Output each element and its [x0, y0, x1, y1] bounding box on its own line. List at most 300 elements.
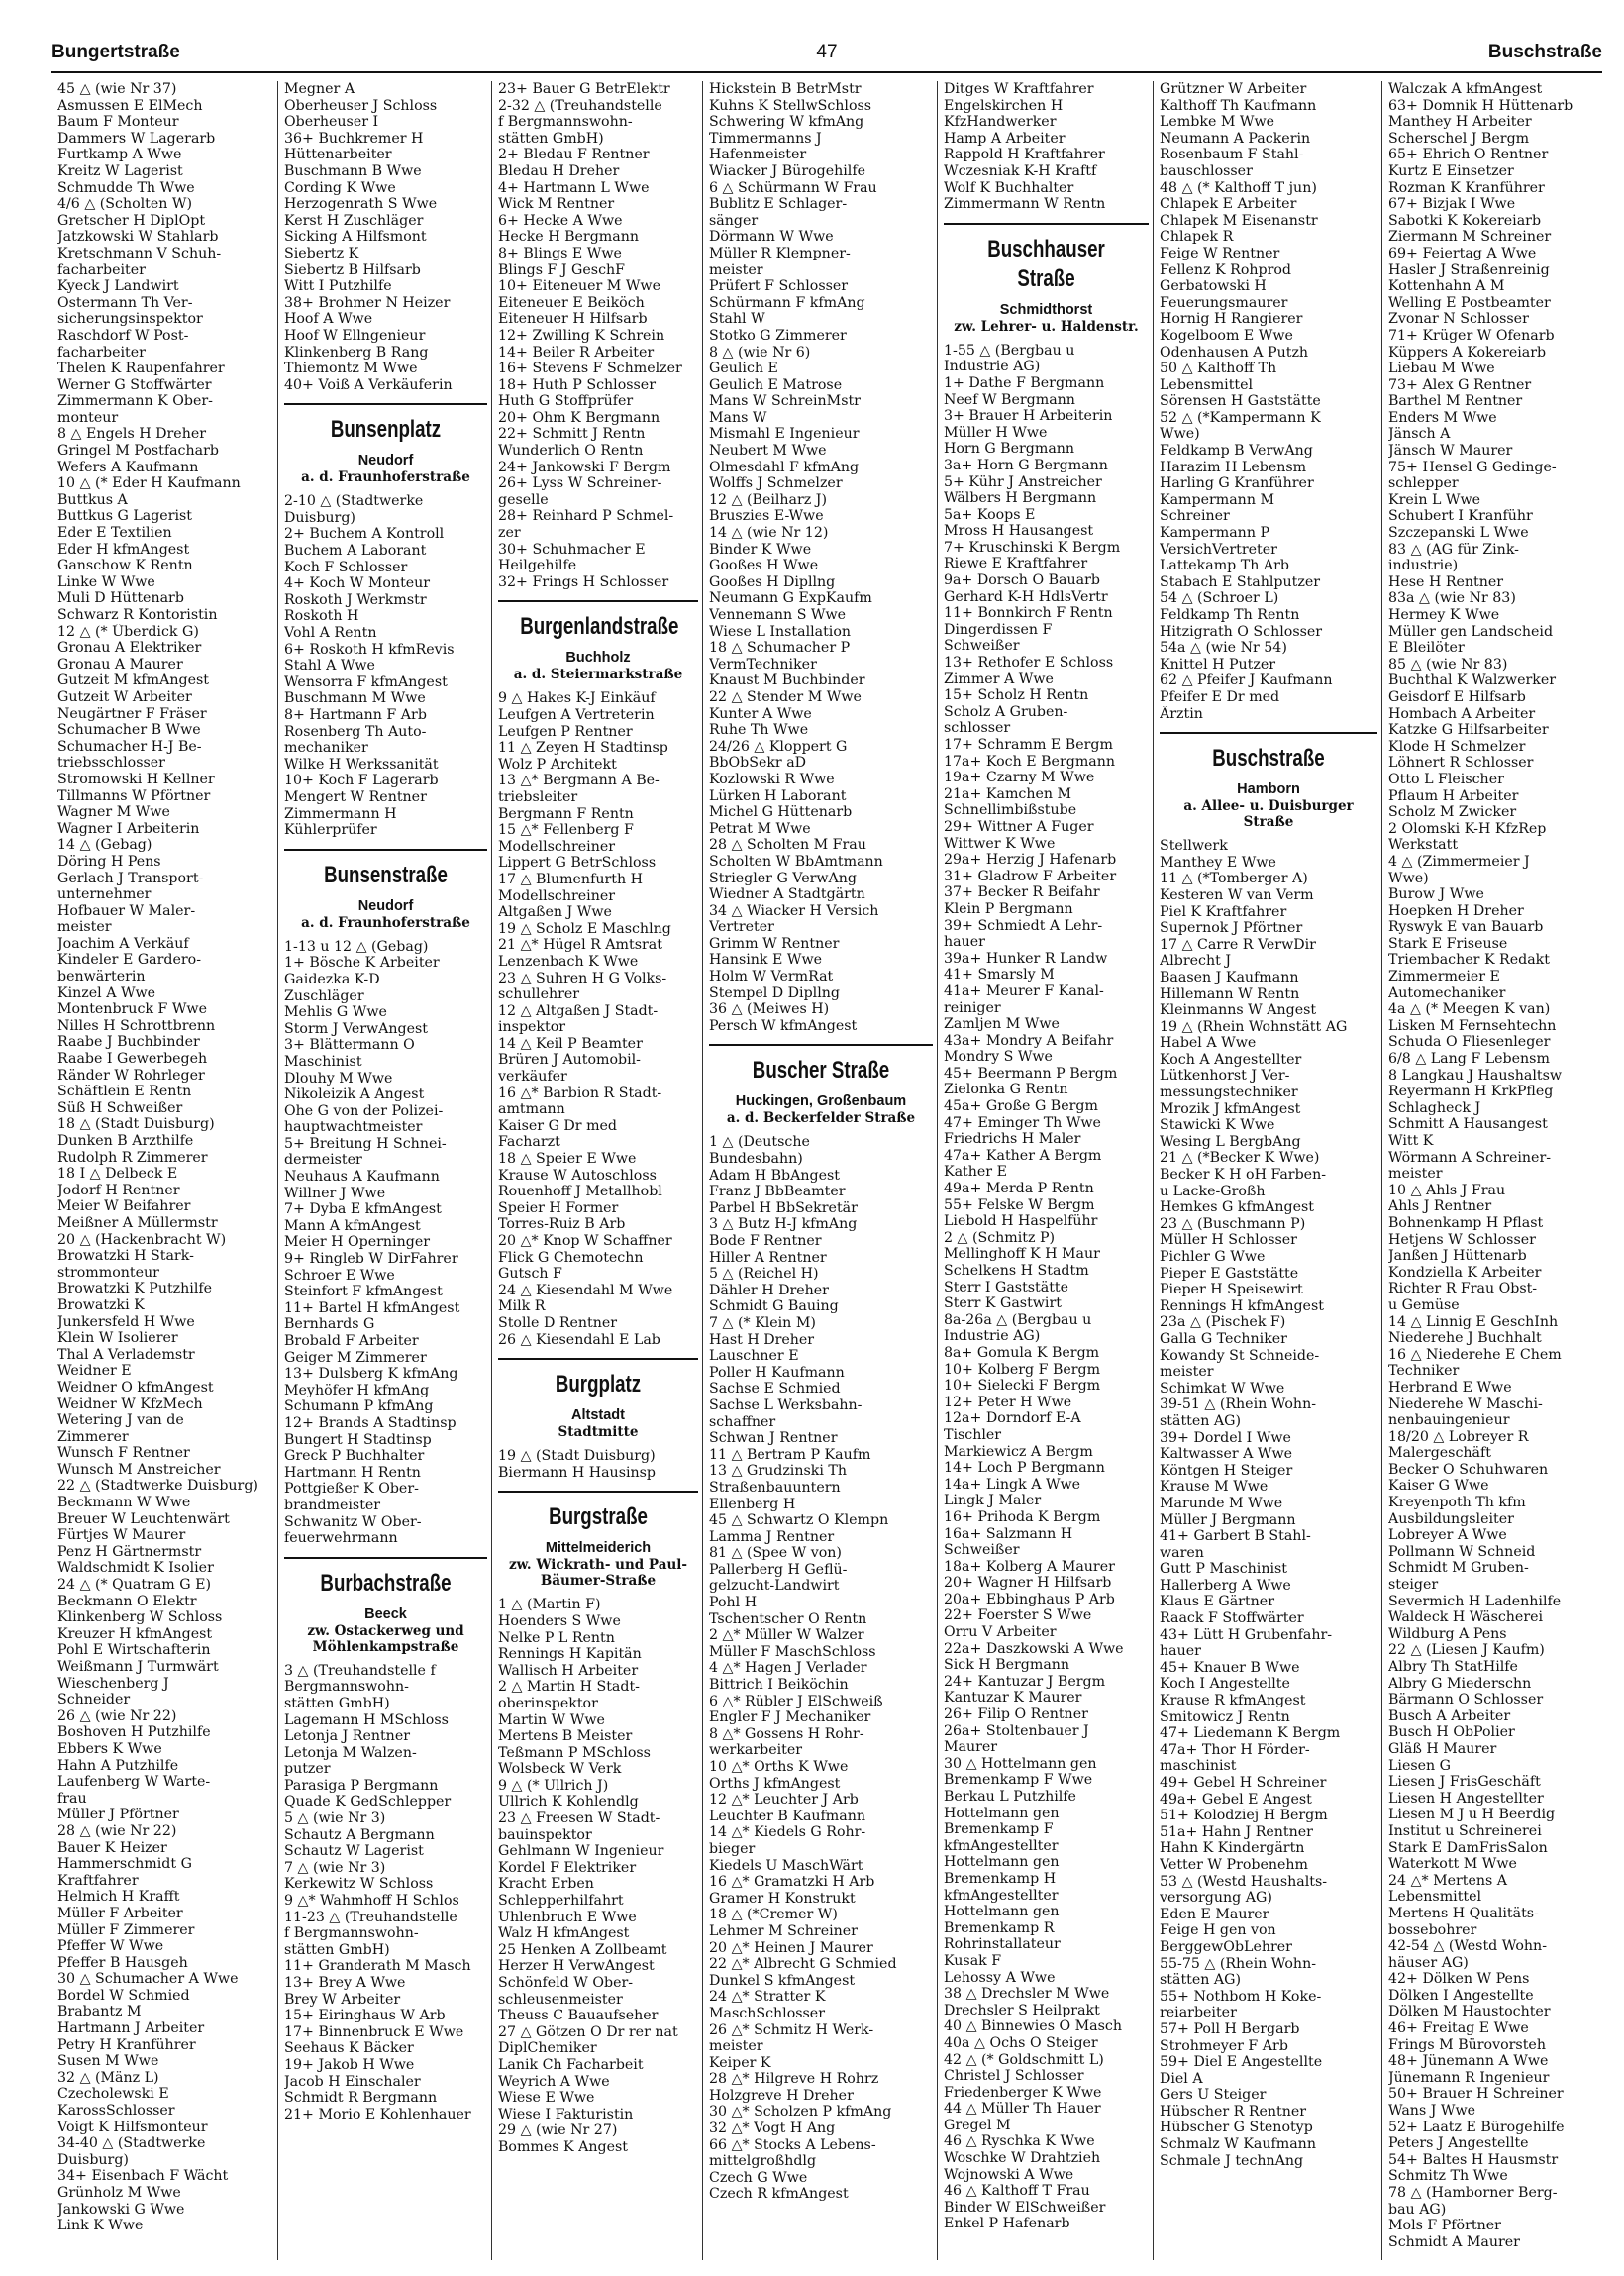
entry-line: reiniger — [944, 999, 1001, 1016]
entry-line: Laufenberg W Warte- — [57, 1774, 211, 1791]
entry-line: 54a △ (wie Nr 54) — [1160, 640, 1287, 657]
entry-line: Schwarz R Kontoristin — [57, 607, 218, 623]
entry-line: Enders M Wwe — [1388, 409, 1497, 426]
entry-line: Brey W Arbeiter — [284, 1991, 401, 2008]
entry-line: Gutsch F — [498, 1266, 562, 1283]
entry-line: 62 △ Pfeifer J Kaufmann — [1160, 672, 1333, 689]
entry-line: Lisken M Fernsehtechn — [1388, 1017, 1557, 1034]
street-location-note: zw. Lehrer- u. Haldenstr. — [954, 318, 1139, 335]
column-5 — [937, 81, 1153, 2260]
entry-line: Dunken B Arzthilfe — [57, 1133, 194, 1149]
entry-line: Pohl E Wirtschafterin — [57, 1642, 211, 1659]
entry-line: Biermann H Hausinsp — [498, 1464, 657, 1481]
entry-line: 59+ Diel E Angestellte — [1160, 2054, 1323, 2071]
entry-line: 63+ Domnik H Hüttenarb — [1388, 97, 1573, 114]
district-name: Hamborn — [1237, 781, 1300, 798]
entry-line: Severmich H Ladenhilfe — [1388, 1593, 1562, 1609]
entry-line: 3 △ Butz H-J kfmAng — [709, 1216, 858, 1233]
entry-line: Wick M Rentner — [498, 196, 615, 213]
entry-line: bauschlosser — [1160, 162, 1253, 179]
entry-line: Zimmermeier E — [1388, 969, 1500, 985]
entry-line: Neef W Bergmann — [944, 391, 1075, 408]
entry-line: 22+ Schmitt J Rentn — [498, 426, 646, 443]
entry-line: 18/20 △ Lobreyer R — [1388, 1428, 1529, 1445]
entry-line: Sabotki K Kokereiarb — [1388, 212, 1542, 229]
entry-line: Breuer W Leuchtenwärt — [57, 1510, 230, 1527]
entry-line: Marunde M Wwe — [1160, 1495, 1283, 1511]
entry-line: Lehossy A Wwe — [944, 1969, 1056, 1986]
entry-line: 78 △ (Hamborner Berg- — [1388, 2185, 1558, 2201]
entry-line: Hermey K Wwe — [1388, 607, 1500, 623]
entry-line: unternehmer — [57, 886, 152, 903]
entry-line: Buchem A Laborant — [284, 543, 427, 560]
entry-line: Pottgießer K Ober- — [284, 1481, 419, 1498]
entry-line: Willner J Wwe — [284, 1185, 386, 1201]
entry-line: 32+ Frings H Schlosser — [498, 573, 669, 590]
entry-line: Wiese L Installation — [709, 623, 852, 640]
entry-line: f Bergmannswohn- — [498, 114, 633, 131]
entry-line: Sterr I Gaststätte — [944, 1279, 1069, 1295]
entry-line: Diel A — [1160, 2070, 1203, 2087]
entry-line: triebsschlosser — [57, 755, 165, 772]
entry-line: Bauer K Heizer — [57, 1839, 167, 1856]
entry-line: Müller H Wwe — [944, 424, 1048, 441]
entry-line: 2 △ (Schmitz P) — [944, 1229, 1056, 1246]
entry-line: Walz H kfmAngest — [498, 1925, 630, 1942]
entry-line: Nelke P L Rentn — [498, 1629, 615, 1646]
entry-line: Löhnert R Schlosser — [1388, 755, 1534, 772]
entry-line: 10+ Kolberg F Bergm — [944, 1361, 1101, 1378]
entry-line: 14+ Loch P Bergmann — [944, 1460, 1105, 1477]
entry-line: Frings M Bürovorsteh — [1388, 2036, 1546, 2053]
entry-line: Leuchter B Kaufmann — [709, 1808, 865, 1824]
entry-line: Wälbers H Bergmann — [944, 490, 1097, 507]
entry-line: Kaiser G Dr med — [498, 1117, 618, 1134]
street-divider — [944, 223, 1149, 225]
entry-line: Peters J Angestellte — [1388, 2135, 1529, 2152]
entry-line: 3 △ (Treuhandstelle f — [284, 1662, 436, 1679]
entry-line: Kraftfahrer — [57, 1872, 139, 1889]
entry-line: 49+ Gebel H Schreiner — [1160, 1775, 1327, 1791]
entry-line: Baum F Monteur — [57, 114, 179, 131]
entry-line: facharbeiter — [57, 261, 146, 278]
entry-line: Liebold H Haspelführ — [944, 1213, 1098, 1230]
entry-line: Tillmanns W Pförtner — [57, 787, 211, 804]
entry-line: 6 △ Schürmann W Frau — [709, 179, 877, 196]
entry-line: 2-32 △ (Treuhandstelle — [498, 97, 662, 114]
entry-line: 8a-26a △ (Bergbau u — [944, 1311, 1092, 1328]
entry-line: stätten GmbH) — [284, 1695, 390, 1711]
entry-line: Mertens H Qualitäts- — [1388, 1905, 1539, 1921]
entry-line: Kiedels U MaschWärt — [709, 1857, 863, 1874]
entry-line: 54 △ (Schroer L) — [1160, 590, 1279, 607]
entry-line: Hast H Dreher — [709, 1331, 815, 1348]
entry-line: 2 Olomski K-H KfzRep — [1388, 820, 1547, 837]
entry-line: Hamp A Arbeiter — [944, 130, 1066, 147]
entry-line: Ditges W Kraftfahrer — [944, 81, 1094, 97]
entry-line: Knaust M Buchbinder — [709, 672, 865, 689]
entry-line: 37+ Becker R Beifahr — [944, 884, 1100, 901]
street-heading: Burbachstraße — [320, 1569, 452, 1597]
entry-line: Feldkamp Th Rentn — [1160, 607, 1300, 623]
entry-line: Kalthoff Th Kaufmann — [1160, 97, 1317, 114]
entry-line: 12 △ (* Überdick G) — [57, 623, 199, 640]
entry-line: 36+ Buchkremer H — [284, 130, 424, 147]
entry-line: 23 △ Freesen W Stadt- — [498, 1810, 660, 1827]
entry-line: Hottelmann gen — [944, 1904, 1060, 1920]
entry-line: industrie) — [1388, 558, 1459, 574]
entry-line: 16 △* Barbion R Stadt- — [498, 1085, 662, 1101]
entry-line: Lippert G BetrSchloss — [498, 855, 657, 872]
entry-line: Wieschenberg J — [57, 1675, 169, 1692]
entry-line: 29+ Wittner A Fuger — [944, 818, 1094, 835]
entry-line: messungstechniker — [1160, 1085, 1298, 1101]
entry-line: 30+ Schuhmacher E — [498, 541, 646, 558]
entry-line: Liesen G — [1388, 1757, 1452, 1774]
entry-line: Link K Wwe — [57, 2218, 144, 2234]
page-header — [51, 42, 1602, 73]
entry-line: Wefers A Kaufmann — [57, 459, 199, 475]
entry-line: Schmalz W Kaufmann — [1160, 2136, 1316, 2153]
entry-line: 6 △* Rübler J ElSchweiß — [709, 1693, 883, 1709]
entry-line: Rozman K Kranführer — [1388, 179, 1545, 196]
entry-line: Siebertz B Hilfsarb — [284, 261, 421, 278]
entry-line: meister — [57, 919, 112, 936]
entry-line: Czech R kfmAngest — [709, 2186, 849, 2203]
entry-line: Kurtz E Einsetzer — [1388, 162, 1514, 179]
entry-line: Buttkus A — [57, 491, 128, 508]
entry-line: Kusak F — [944, 1952, 1002, 1969]
entry-line: 44 △ Müller Th Hauer — [944, 2101, 1101, 2118]
entry-line: 24 △ Kiesendahl M Wwe — [498, 1282, 673, 1298]
entry-line: 26a+ Stoltenbauer J — [944, 1722, 1089, 1739]
entry-line: 47+ Eminger Th Wwe — [944, 1114, 1101, 1131]
entry-line: Becker O Schuhwaren — [1388, 1461, 1549, 1478]
entry-line: Czecholewski E — [57, 2086, 169, 2103]
entry-line: Milk R — [498, 1298, 546, 1315]
entry-line: Straßenbauuntern — [709, 1479, 841, 1496]
entry-line: Schautz W Lagerist — [284, 1843, 424, 1860]
entry-line: monteur — [57, 409, 119, 426]
entry-line: Albrecht J — [1160, 953, 1232, 970]
entry-line: u Lacke-Großh — [1160, 1183, 1266, 1199]
entry-line: Jatzkowski W Stahlarb — [57, 229, 219, 246]
entry-line: 10 △ Ahls J Frau — [1388, 1182, 1506, 1198]
entry-line: schullehrer — [498, 986, 580, 1003]
entry-line: Schlepperhilfahrt — [498, 1893, 624, 1910]
entry-line: Supernok J Pförtner — [1160, 920, 1303, 937]
entry-line: 40 △ Binnewies O Masch — [944, 2018, 1122, 2035]
entry-line: Hickstein B BetrMstr — [709, 81, 862, 97]
entry-line: Otto L Fleischer — [1388, 771, 1504, 787]
entry-line: Gehlmann W Ingenieur — [498, 1843, 664, 1860]
entry-line: Petrat M Wwe — [709, 820, 811, 837]
entry-line: Wiacker J Bürogehilfe — [709, 162, 865, 179]
entry-line: Industrie AG) — [944, 1328, 1041, 1345]
entry-line: Barthel M Rentner — [1388, 393, 1523, 410]
entry-line: Neumann A Packerin — [1160, 130, 1311, 147]
entry-line: 2+ Buchem A Kontroll — [284, 526, 445, 543]
entry-line: Joachim A Verkäuf — [57, 935, 189, 952]
entry-line: mittelgroßhdlg — [709, 2153, 817, 2170]
entry-line: Hoenders S Wwe — [498, 1612, 621, 1629]
entry-line: Altgaßen J Wwe — [498, 904, 612, 921]
entry-line: Mans W SchreinMstr — [709, 393, 861, 410]
entry-line: Hottelmann gen — [944, 1854, 1060, 1871]
entry-line: Scholz A Gruben- — [944, 703, 1068, 720]
entry-line: Stotko G Zimmerer — [709, 327, 847, 344]
entry-line: Ahls J Rentner — [1388, 1198, 1492, 1215]
entry-line: 10 △ (* Eder H Kaufmann — [57, 475, 241, 492]
entry-line: 5+ Breitung H Schnei- — [284, 1135, 447, 1152]
district-name: Neudorf — [357, 453, 414, 469]
entry-line: Kreuzer H kfmAngest — [57, 1625, 213, 1642]
entry-line: Kühlerprüfer — [284, 822, 377, 839]
entry-line: Geulich E Matrose — [709, 376, 843, 393]
entry-line: 18 I △ Delbeck E — [57, 1166, 178, 1183]
entry-line: Schnellimbißstube — [944, 802, 1077, 819]
street-location-note: a. Allee- u. Duisburger Straße — [1183, 798, 1354, 831]
entry-line: Herbrand E Wwe — [1388, 1379, 1512, 1396]
entry-line: Stolle D Rentner — [498, 1314, 618, 1331]
entry-line: bieger — [709, 1840, 756, 1857]
entry-line: Brabantz M — [57, 2004, 142, 2020]
entry-line: 14 △ (Gebag) — [57, 837, 152, 854]
entry-line: Harling G Kranführer — [1160, 475, 1314, 492]
entry-line: Berkau L Putzhilfe — [944, 1789, 1076, 1805]
entry-line: 34 △ Wiacker H Versich — [709, 902, 879, 919]
entry-line: Kozlowski R Wwe — [709, 771, 835, 787]
entry-line: 36 △ (Meiwes H) — [709, 1001, 830, 1018]
entry-line: Werkstatt — [1388, 837, 1459, 854]
entry-line: Schmale J technAng — [1160, 2152, 1304, 2169]
entry-line: Pohl H — [709, 1595, 758, 1611]
entry-line: hauer — [944, 934, 985, 951]
entry-line: Habel A Wwe — [1160, 1035, 1257, 1052]
entry-line: Beckmann O Elektr — [57, 1593, 197, 1609]
entry-line: Ärztin — [1160, 705, 1203, 722]
entry-line: 26+ Lyss W Schreiner- — [498, 475, 662, 492]
entry-line: Hoepken H Dreher — [1388, 902, 1524, 919]
entry-line: 26 △* Schmitz H Werk- — [709, 2021, 874, 2038]
entry-line: 21a+ Kamchen M — [944, 785, 1072, 802]
entry-line: 45+ Beermann P Bergm — [944, 1065, 1118, 1082]
entry-line: Dörmann W Wwe — [709, 229, 834, 246]
street-heading: Burgenlandstraße — [520, 613, 679, 641]
entry-line: BbObSekr aD — [709, 755, 807, 772]
entry-line: Werner G Stoffwärter — [57, 376, 212, 393]
entry-line: Kerst H Zuschläger — [284, 212, 424, 229]
entry-line: Schwering W kfmAng — [709, 114, 864, 131]
entry-line: Wensorra F kfmAngest — [284, 673, 448, 690]
entry-line: Kogelboom E Wwe — [1160, 327, 1293, 344]
entry-line: Feige H gen von — [1160, 1922, 1276, 1939]
entry-line: Reyermann H KrkPfleg — [1388, 1084, 1554, 1100]
entry-line: 7 △ (* Klein M) — [709, 1314, 816, 1331]
entry-line: 20 △* Heinen J Maurer — [709, 1939, 873, 1956]
entry-line: Klaus E Gärtner — [1160, 1594, 1274, 1610]
entry-line: 16 △ Niederehe E Chem — [1388, 1346, 1562, 1363]
entry-line: Hahn K Kindergärtn — [1160, 1840, 1305, 1857]
entry-line: Stark E Friseuse — [1388, 935, 1508, 952]
entry-line: Vetter W Probenehm — [1160, 1856, 1308, 1873]
entry-line: Olmesdahl F kfmAng — [709, 459, 860, 475]
entry-line: Industrie AG) — [944, 359, 1041, 375]
entry-line: 8+ Hartmann F Arb — [284, 707, 427, 723]
entry-line: Schmitz Th Wwe — [1388, 2168, 1508, 2185]
entry-line: 11 △ (*Tomberger A) — [1160, 871, 1308, 887]
entry-line: Lehmer M Schreiner — [709, 1922, 858, 1939]
entry-line: Dunkel S kfmAngest — [709, 1972, 856, 1989]
street-divider — [709, 1044, 933, 1046]
entry-line: Hemkes G kfmAngest — [1160, 1199, 1314, 1216]
entry-line: Grützner W Arbeiter — [1160, 81, 1307, 97]
entry-line: 39-51 △ (Rhein Wohn- — [1160, 1397, 1316, 1413]
entry-line: Speier H Former — [498, 1199, 619, 1216]
entry-line: Wörmann A Schreiner- — [1388, 1149, 1552, 1166]
street-heading: Burgstraße — [549, 1503, 648, 1531]
entry-line: stätten GmbH) — [284, 1941, 390, 1958]
entry-line: 6+ Hecke A Wwe — [498, 212, 623, 229]
entry-line: Bergmannswohn- — [284, 1679, 409, 1696]
entry-line: Orru V Arbeiter — [944, 1624, 1057, 1641]
entry-line: kfmAngestellter — [944, 1887, 1059, 1904]
entry-line: 7+ Dyba E kfmAngest — [284, 1201, 442, 1218]
entry-line: meister — [1160, 1364, 1214, 1381]
entry-line: 13+ Brey A Wwe — [284, 1975, 406, 1991]
entry-line: 42-54 △ (Westd Wohn- — [1388, 1938, 1547, 1955]
entry-line: Pfeifer E Dr med — [1160, 688, 1280, 705]
entry-line: Hüttenarbeiter — [284, 147, 392, 163]
entry-line: verkäufer — [498, 1069, 567, 1086]
entry-line: Lebensmittel — [1388, 1889, 1482, 1906]
entry-line: stätten AG) — [1160, 1972, 1242, 1989]
entry-line: 48 △ (* Kalthoff T jun) — [1160, 179, 1317, 196]
entry-line: Grünholz M Wwe — [57, 2185, 181, 2201]
street-heading: Buscher Straße — [752, 1057, 890, 1085]
entry-line: 17 △ Blumenfurth H — [498, 871, 643, 887]
entry-line: 34+ Eisenbach F Wächt — [57, 2168, 229, 2185]
entry-line: Becker K H oH Farben- — [1160, 1167, 1326, 1184]
entry-line: 38 △ Drechsler M Wwe — [944, 1986, 1110, 2003]
entry-line: Meyhöfer H kfmAng — [284, 1382, 430, 1398]
district-name: Buchholz — [565, 650, 631, 667]
entry-line: Lürken H Laborant — [709, 787, 847, 804]
entry-line: Hiller A Rentner — [709, 1249, 827, 1266]
entry-line: Sick H Bergmann — [944, 1657, 1070, 1674]
entry-line: Neubert M Wwe — [709, 443, 827, 460]
entry-line: 5a+ Koops E — [944, 506, 1036, 523]
entry-line: Fürtjes W Maurer — [57, 1527, 186, 1544]
street-divider — [284, 849, 487, 851]
entry-line: 16 △* Gramatzki H Arb — [709, 1874, 875, 1891]
entry-line: Döring H Pens — [57, 853, 161, 870]
entry-line: Gers U Steiger — [1160, 2087, 1267, 2104]
entry-line: Leufgen A Vertreterin — [498, 707, 655, 723]
entry-line: 45 △ Schwartz O Klempn — [709, 1512, 889, 1529]
entry-line: nenbauingenieur — [1388, 1412, 1510, 1429]
street-location-note: a. d. Beckerfelder Straße — [726, 1110, 916, 1127]
entry-line: 15+ Scholz H Rentn — [944, 687, 1089, 704]
entry-line: 51+ Kolodziej H Bergm — [1160, 1808, 1328, 1824]
entry-line: Hoof W Ellngenieur — [284, 327, 426, 344]
entry-line: gelzucht-Landwirt — [709, 1578, 840, 1595]
entry-line: 10+ Koch F Lagerarb — [284, 773, 439, 789]
entry-line: Stempel D Dipllng — [709, 984, 840, 1001]
header-right-street: Buschstraße — [1487, 42, 1602, 62]
entry-line: Mrozik J kfmAngest — [1160, 1100, 1301, 1117]
entry-line: Stellwerk — [1160, 838, 1228, 855]
entry-line: Stahl A Wwe — [284, 658, 375, 674]
entry-line: Woschke W Drahtzieh — [944, 2150, 1101, 2167]
entry-line: 13 △* Bergmann A Be- — [498, 773, 660, 789]
entry-line: hauer — [1160, 1643, 1201, 1660]
entry-line: Strohmeyer F Arb — [1160, 2037, 1288, 2054]
entry-line: Bommes K Angest — [498, 2138, 629, 2155]
entry-line: KfzHandwerker — [944, 114, 1057, 131]
entry-line: Markiewicz A Bergm — [944, 1443, 1093, 1460]
entry-line: 5 △ (Reichel H) — [709, 1266, 819, 1283]
entry-line: Gregel M — [944, 2117, 1011, 2133]
entry-line: 18 △ Schumacher P — [709, 640, 851, 657]
entry-line: 54+ Baltes H Hausmstr — [1388, 2151, 1559, 2168]
entry-line: Gretscher H DiplOpt — [57, 212, 206, 229]
entry-line: 11 △ Bertram P Kaufm — [709, 1446, 871, 1463]
entry-line: Vennemann S Wwe — [709, 607, 847, 623]
entry-line: Hartmann J Arbeiter — [57, 2020, 205, 2037]
entry-line: Poller H Kaufmann — [709, 1364, 845, 1381]
entry-line: brandmeister — [284, 1497, 381, 1513]
entry-line: Lattekamp Th Arb — [1160, 558, 1289, 574]
entry-line: 24+ Kantuzar J Bergm — [944, 1673, 1106, 1690]
entry-line: 4+ Hartmann L Wwe — [498, 179, 650, 196]
entry-line: 31+ Gladrow F Arbeiter — [944, 868, 1117, 884]
entry-line: 43a+ Mondry A Beifahr — [944, 1032, 1114, 1049]
entry-line: Pflaum H Arbeiter — [1388, 787, 1519, 804]
entry-line: 22a+ Daszkowski A Wwe — [944, 1640, 1124, 1657]
entry-line: 81 △ (Spee W von) — [709, 1545, 842, 1562]
entry-line: Rohrinstallateur — [944, 1936, 1061, 1953]
entry-line: Duisburg) — [57, 2151, 129, 2168]
entry-line: Theuss C Bauaufseher — [498, 2008, 659, 2024]
entry-line: Cording K Wwe — [284, 179, 396, 196]
entry-line: Schmidt R Bergmann — [284, 2090, 438, 2107]
entry-line: Kindeler E Gardero- — [57, 952, 202, 969]
entry-line: 19 △ (Stadt Duisburg) — [498, 1448, 656, 1465]
street-location-note: a. d. Fraunhoferstraße — [301, 914, 470, 931]
entry-line: 21+ Morio E Kohlenhauer — [284, 2106, 471, 2122]
entry-line: Gooßes H Wwe — [709, 558, 819, 574]
entry-line: Herzogenrath S Wwe — [284, 196, 438, 213]
entry-line: Krause M Wwe — [1160, 1479, 1269, 1496]
entry-line: Wiedner A Stadtgärtn — [709, 886, 865, 903]
entry-line: Wallisch H Arbeiter — [498, 1662, 639, 1679]
entry-line: Hallerberg A Wwe — [1160, 1577, 1291, 1594]
entry-line: Eder E Textilien — [57, 525, 172, 542]
entry-line: 3+ Blättermann O — [284, 1037, 415, 1054]
entry-line: benwärterin — [57, 969, 146, 985]
entry-line: Facharzt — [498, 1134, 560, 1151]
entry-line: Adam H BbAngest — [709, 1167, 840, 1184]
entry-line: 14 △ (wie Nr 12) — [709, 525, 829, 542]
entry-line: 14 △* Kiedels G Rohr- — [709, 1824, 866, 1841]
entry-line: 9 △* Wahmhoff H Schlos — [284, 1893, 459, 1910]
entry-line: Kerkewitz W Schloss — [284, 1876, 434, 1893]
entry-line: Meier W Beifahrer — [57, 1198, 191, 1215]
entry-line: Drechsler S Heilprakt — [944, 2002, 1100, 2018]
entry-line: 30 △* Scholzen P kfmAng — [709, 2104, 892, 2121]
entry-line: Pallerberg H Geflü- — [709, 1561, 848, 1578]
